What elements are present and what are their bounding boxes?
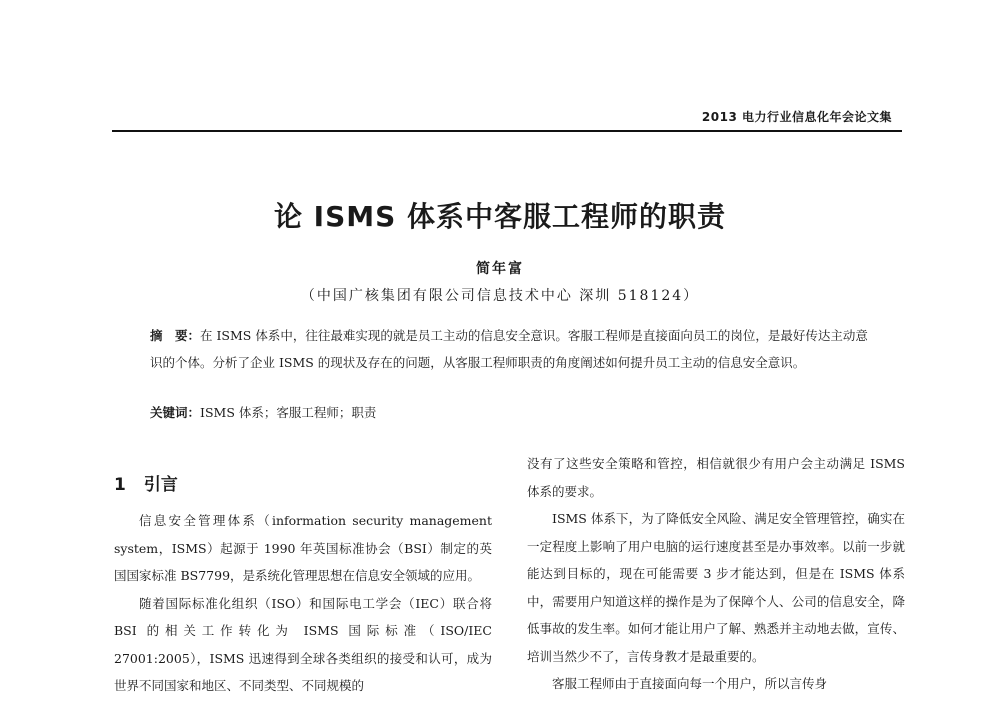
paragraph: 客服工程师由于直接面向每一个用户，所以言传身 (552, 676, 828, 691)
paragraph: 随着国际标准化组织（ISO）和国际电工学会（IEC）联合将 BSI 的相关工作转化为 ISMS 国际标准（ISO/IEC 27001:2005），ISMS 迅速得到全球各类组织的接受和认可，成为世界不同国家和地区、不同类型、不同规模的 (114, 595, 492, 693)
author-name: 简年富 (476, 261, 524, 277)
author-affiliation: （中国广核集团有限公司信息技术中心 深圳 518124） (300, 288, 700, 304)
section-heading-introduction (114, 470, 178, 495)
abstract-text: 在 ISMS 体系中，往往最难实现的就是员工主动的信息安全意识。客服工程师是直接面向员工的岗位，是最好传达主动意识的个体。分析了企业 ISMS 的现状及存在的问题，从客服工程师职责的角度阐述如何提升员工主动的信息安全意识。 (150, 328, 868, 370)
keywords-label: 关键词： (150, 405, 201, 420)
section-number: 1 (114, 475, 126, 495)
keywords-text: ISMS 体系；客服工程师；职责 (200, 405, 377, 420)
abstract (150, 322, 870, 376)
keywords (150, 403, 870, 423)
left-column (114, 507, 492, 700)
right-column (527, 450, 905, 698)
paragraph: 信息安全管理体系（information security management system，ISMS）起源于 1990 年英国标准协会（BSI）制定的英国国家标准 BS7799，是系统化管理思想在信息安全领域的应用。 (114, 513, 492, 583)
running-header: 2013 电力行业信息化年会论文集 (701, 110, 892, 124)
paragraph: 没有了这些安全策略和管控，相信就很少有用户会主动满足 ISMS 体系的要求。 (527, 456, 905, 499)
abstract-label: 摘 要： (150, 328, 201, 343)
header-rule (112, 130, 902, 132)
section-title: 引言 (143, 475, 178, 495)
paper-title: 论 ISMS 体系中客服工程师的职责 (273, 200, 727, 233)
paragraph: ISMS 体系下，为了降低安全风险、满足安全管理管控，确实在一定程度上影响了用户电脑的运行速度甚至是办事效率。以前一步就能达到目标的，现在可能需要 3 步才能达到，但是在 ISMS 体系中，需要用户知道这样的操作是为了保障个人、公司的信息安全，降低事故的发生率。如何才能让用户了解、熟悉并主动地去做，宣传、培训当然少不了，言传身教才是最重要的。 (527, 511, 905, 664)
